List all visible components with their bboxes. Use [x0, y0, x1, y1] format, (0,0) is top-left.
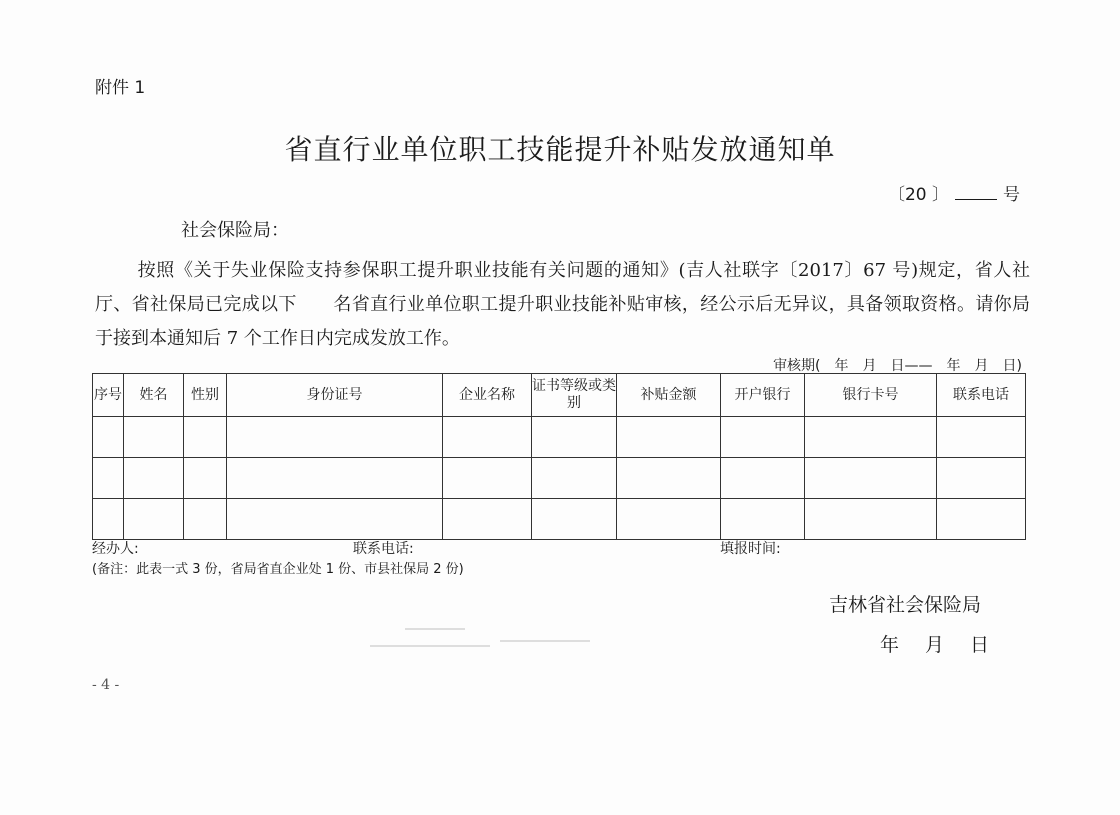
subsidy-table — [92, 373, 1026, 540]
issue-date-day: 日 — [970, 634, 990, 656]
review-period — [773, 355, 1022, 375]
handler-label: 经办人: — [92, 541, 139, 557]
col-header-index: 序号 — [93, 374, 124, 417]
review-period-start: 年 月 日—— — [834, 358, 933, 374]
remark-note: (备注：此表一式 3 份，省局省直企业处 1 份、市县社保局 2 份) — [92, 562, 464, 577]
issuer-name: 吉林省社会保险局 — [829, 594, 982, 616]
col-header-amount: 补贴金额 — [617, 374, 721, 417]
table-header-row — [93, 374, 1026, 417]
col-header-name: 姓名 — [124, 374, 184, 417]
scan-speckle — [500, 640, 590, 642]
attachment-label: 附件 1 — [95, 78, 146, 98]
addressee: 社会保险局： — [181, 220, 289, 241]
table-row — [93, 458, 1026, 499]
page-title: 省直行业单位职工技能提升补贴发放通知单 — [284, 133, 836, 166]
scan-speckle — [405, 628, 465, 630]
scan-speckle — [370, 645, 490, 647]
fill-time-label: 填报时间: — [720, 541, 781, 557]
document-number-blank — [955, 183, 997, 200]
notice-body-text: 按照《关于失业保险支持参保职工提升职业技能有关问题的通知》(吉人社联字〔2017〕67 号)规定，省人社厅、省社保局已完成以下 名省直行业单位职工提升职业技能补贴审核，经公示后无异议，具备领取资格。请你局于接到本通知后 7 个工作日内完成发放工作。 — [95, 260, 1030, 349]
col-header-card-number: 银行卡号 — [805, 374, 937, 417]
review-period-end: 年 月 日) — [946, 358, 1022, 374]
col-header-company: 企业名称 — [443, 374, 532, 417]
contact-phone-label: 联系电话: — [353, 541, 414, 557]
issue-date-month: 月 — [925, 634, 945, 656]
document-number — [888, 180, 1020, 205]
col-header-phone: 联系电话 — [937, 374, 1026, 417]
table-row — [93, 499, 1026, 540]
notice-body — [95, 254, 1030, 356]
document-number-suffix: 号 — [1003, 185, 1020, 205]
col-header-certificate: 证书等级或类别 — [532, 374, 617, 417]
col-header-gender: 性别 — [184, 374, 227, 417]
review-period-label: 审核期( — [773, 358, 821, 374]
col-header-bank: 开户银行 — [721, 374, 805, 417]
issue-date — [880, 630, 989, 657]
issue-date-year: 年 — [880, 634, 900, 656]
page-number: - 4 - — [92, 677, 120, 693]
document-number-prefix: 〔20 〕 — [887, 185, 949, 205]
col-header-id-number: 身份证号 — [227, 374, 443, 417]
table-row — [93, 417, 1026, 458]
